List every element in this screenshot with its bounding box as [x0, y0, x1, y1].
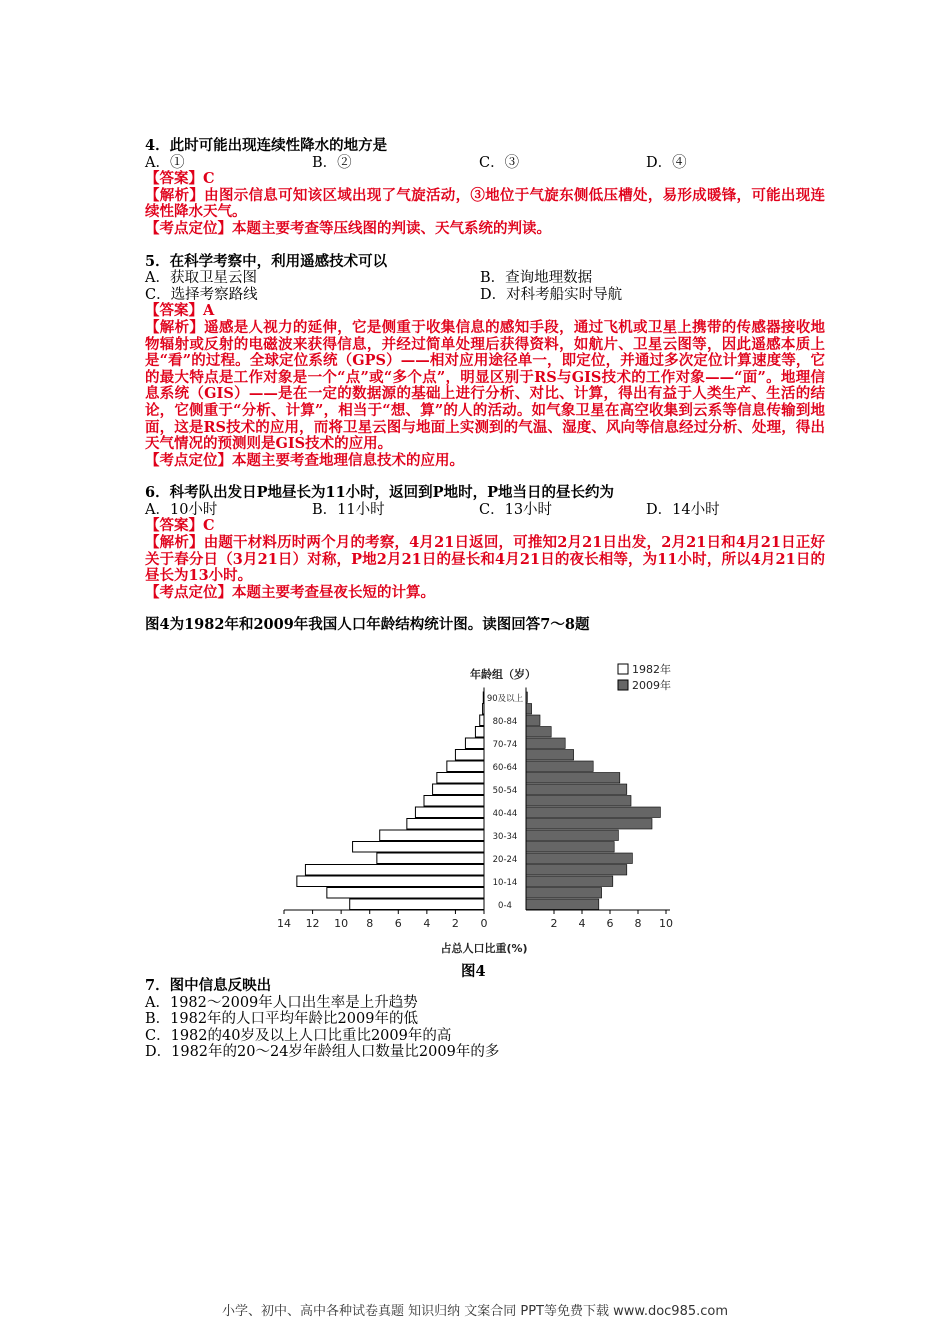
bar-1982-35-39	[407, 819, 484, 830]
option-a: A．10小时	[145, 501, 218, 518]
age-label-60-64: 60-64	[492, 763, 518, 773]
option-c: C．13小时	[479, 501, 553, 518]
option-d: D．14小时	[646, 501, 720, 518]
x-tick-label-left-10: 10	[334, 917, 349, 930]
bar-2009-65-69	[526, 750, 574, 761]
legend-label-1: 2009年	[632, 679, 671, 692]
question-4-answer: 【答案】C	[145, 170, 215, 188]
option-b: B．11小时	[312, 501, 385, 518]
bar-2009-75-79	[526, 727, 551, 738]
question-6-stem: 6．科考队出发日P地昼长为11小时，返回到P地时，P地当日的昼长约为	[145, 484, 614, 502]
bar-2009-40-44	[526, 807, 660, 818]
x-tick-label-left-0: 0	[480, 917, 488, 930]
bar-1982-30-34	[380, 830, 484, 841]
option-a: A．获取卫星云图	[145, 270, 257, 287]
age-label-90及以上: 90及以上	[486, 694, 524, 704]
bar-2009-10-14	[526, 876, 613, 887]
question-7	[145, 978, 499, 1061]
legend-swatch-0	[618, 664, 628, 674]
population-pyramid-chart	[270, 658, 690, 988]
age-label-40-44: 40-44	[492, 809, 518, 819]
bar-2009-30-34	[526, 830, 618, 841]
option-c: C．③	[479, 154, 520, 171]
bar-1982-60-64	[447, 761, 484, 772]
bar-2009-0-4	[526, 899, 599, 910]
option-d: D．1982年的20～24岁年龄组人口数量比2009年的多	[145, 1044, 500, 1061]
question-5-stem: 5．在科学考察中，利用遥感技术可以	[145, 252, 388, 270]
bar-2009-35-39	[526, 819, 652, 830]
x-tick-label-left-8: 8	[366, 917, 374, 930]
option-c: C．1982的40岁及以上人口比重比2009年的高	[145, 1027, 452, 1044]
bar-1982-55-59	[437, 773, 484, 784]
question-4-stem: 4．此时可能出现连续性降水的地方是	[145, 137, 388, 154]
bar-1982-75-79	[475, 727, 484, 738]
question-6-point: 【考点定位】本题主要考查昼夜长短的计算。	[145, 583, 435, 601]
bar-2009-60-64	[526, 761, 593, 772]
bar-1982-45-49	[424, 796, 484, 807]
x-tick-label-right-10: 10	[659, 917, 673, 930]
option-d: D．④	[646, 154, 687, 171]
bar-1982-10-14	[297, 876, 484, 887]
bar-2009-5-9	[526, 888, 602, 899]
age-label-80-84: 80-84	[492, 717, 518, 727]
legend-label-0: 1982年	[632, 663, 671, 676]
question-5-options-row1	[145, 270, 825, 287]
question-7-stem: 7．图中信息反映出	[145, 977, 272, 994]
bar-1982-65-69	[455, 750, 484, 761]
age-label-10-14: 10-14	[492, 878, 518, 888]
question-5-options-row2	[145, 287, 825, 304]
chart-title: 年龄组（岁）	[470, 668, 536, 681]
bar-2009-25-29	[526, 842, 614, 853]
option-b: B．②	[312, 154, 352, 171]
x-tick-label-right-6: 6	[606, 917, 614, 930]
option-d: D．对科考船实时导航	[480, 286, 623, 303]
question-4-point: 【考点定位】本题主要考查等压线图的判读、天气系统的判读。	[145, 219, 551, 237]
bar-1982-40-44	[415, 807, 484, 818]
option-b: B．1982年的人口平均年龄比2009年的低	[145, 1011, 418, 1028]
page-footer: 小学、初中、高中各种试卷真题 知识归纳 文案合同 PPT等免费下载 www.doc985.com	[221, 1304, 729, 1319]
bar-2009-15-19	[526, 865, 627, 876]
question-4-analysis: 【解析】由图示信息可知该区域出现了气旋活动，③地位于气旋东侧低压槽处，易形成暖锋，可能出现连续性降水天气。	[145, 186, 825, 221]
question-5-answer: 【答案】A	[145, 302, 215, 320]
bar-1982-0-4	[350, 899, 484, 910]
question-5-point: 【考点定位】本题主要考查地理信息技术的应用。	[145, 451, 464, 469]
bar-1982-50-54	[433, 784, 484, 795]
bar-2009-45-49	[526, 796, 631, 807]
x-tick-label-left-2: 2	[451, 917, 459, 930]
option-b: B．查询地理数据	[480, 270, 593, 287]
figure-caption: 图4	[461, 963, 486, 980]
bar-2009-20-24	[526, 853, 632, 864]
age-label-70-74: 70-74	[492, 740, 518, 750]
x-tick-label-left-12: 12	[305, 917, 320, 930]
bar-1982-25-29	[353, 842, 484, 853]
population-pyramid-svg	[270, 658, 690, 958]
option-a: A．①	[145, 154, 185, 171]
question-5-analysis: 【解析】遥感是人视力的延伸，它是侧重于收集信息的感知手段，通过飞机或卫星上携带的传感器接收地物辐射或反射的电磁波来获得信息，并经过简单处理后获得资料，如航片、卫星云图等，因此遥感本质上是“看”的过程。全球定位系统（GPS）——相对应用途径单一，即定位，并通过多次定位计算速度等，它的最大特点是工作对象是一个“点”或“多个点”，明显区别于RS与GIS技术的工作对象——“面”。地理信息系统（GIS）——是在一定的数据源的基础上进行分析、对比、计算，得出有益于人类生产、生活的结论，它侧重于“分析、计算”，相当于“想、算”的人的活动。如气象卫星在高空收集到云系等信息传输到地面，这是RS技术的应用，而将卫星云图与地面上实测到的气温、湿度、风向等信息经过分析、处理，得出天气情况的预测则是GIS技术的应用。	[145, 318, 825, 453]
x-tick-label-left-6: 6	[394, 917, 402, 930]
age-label-20-24: 20-24	[492, 855, 518, 865]
question-6-answer: 【答案】C	[145, 517, 215, 535]
document-body	[145, 138, 825, 634]
x-tick-label-right-8: 8	[634, 917, 642, 930]
x-tick-label-right-2: 2	[550, 917, 558, 930]
legend-swatch-1	[618, 680, 628, 690]
question-4-options	[145, 155, 825, 172]
bar-2009-80-84	[526, 715, 540, 726]
bar-1982-70-74	[465, 738, 484, 749]
age-label-0-4: 0-4	[498, 901, 512, 911]
question-6-options	[145, 502, 825, 519]
question-6-analysis: 【解析】由题干材料历时两个月的考察，4月21日返回，可推知2月21日出发，2月21日和4月21日正好关于春分日（3月21日）对称，P地2月21日的昼长和4月21日的夜长相等，为11小时，所以4月21日的昼长为13小时。	[145, 534, 825, 585]
x-tick-label-left-4: 4	[423, 917, 431, 930]
option-c: C．选择考察路线	[145, 286, 258, 303]
bar-1982-80-84	[480, 715, 484, 726]
figure-intro: 图4为1982年和2009年我国人口年龄结构统计图。读图回答7～8题	[145, 616, 590, 634]
x-tick-label-left-14: 14	[277, 917, 291, 930]
bar-2009-50-54	[526, 784, 627, 795]
bar-1982-20-24	[377, 853, 484, 864]
bar-1982-15-19	[305, 865, 484, 876]
bar-2009-70-74	[526, 738, 565, 749]
bar-2009-55-59	[526, 773, 620, 784]
bar-2009-85-89	[526, 704, 532, 715]
age-label-30-34: 30-34	[492, 832, 518, 842]
option-a: A．1982～2009年人口出生率是上升趋势	[145, 994, 418, 1011]
x-axis-label: 占总人口比重(%)	[440, 942, 528, 955]
bar-1982-5-9	[327, 888, 484, 899]
age-label-50-54: 50-54	[492, 786, 518, 796]
x-tick-label-right-4: 4	[578, 917, 586, 930]
